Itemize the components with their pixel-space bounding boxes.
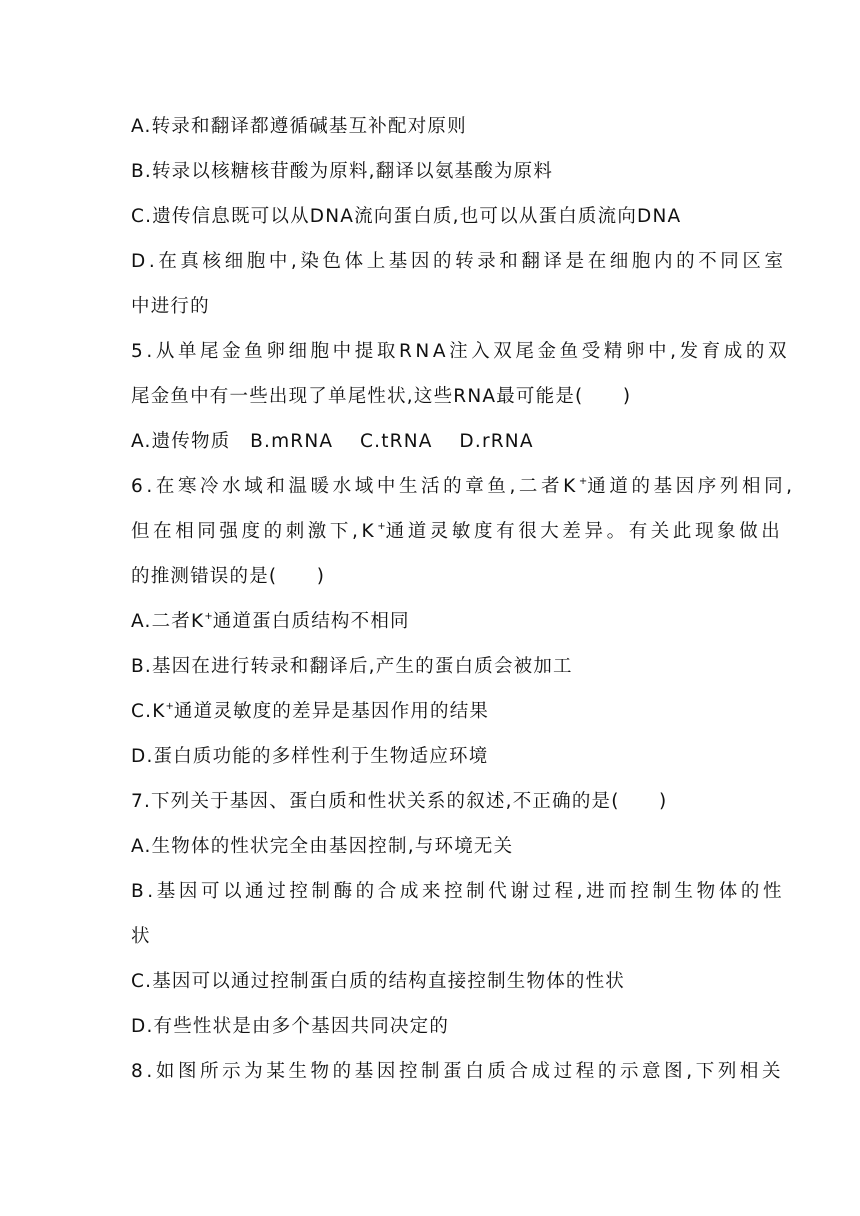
question-8-stem: 8.如图所示为某生物的基因控制蛋白质合成过程的示意图,下列相关 (131, 1061, 785, 1082)
question-6-line2-part2: 通道灵敏度有很大差异。有关此现象做出 (385, 521, 784, 542)
option-6a-part2: 通道蛋白质结构不相同 (212, 611, 410, 632)
option-7b-continued: 状 (131, 926, 151, 947)
option-7c: C.基因可以通过控制蛋白质的结构直接控制生物体的性状 (131, 971, 626, 992)
question-6-stem (131, 474, 796, 500)
option-6c-part2: 通道灵敏度的差异是基因作用的结果 (173, 701, 490, 722)
question-7-stem: 7.下列关于基因、蛋白质和性状关系的叙述,不正确的是( ) (131, 791, 668, 812)
question-6-stem-part2: 通道的基因序列相同, (587, 476, 796, 497)
option-6c-part1: C.K (131, 701, 166, 722)
option-4b: B.转录以核糖核苷酸为原料,翻译以氨基酸为原料 (131, 161, 554, 182)
option-4a: A.转录和翻译都遵循碱基互补配对原则 (131, 116, 467, 137)
option-6b: B.基因在进行转录和翻译后,产生的蛋白质会被加工 (131, 656, 573, 677)
question-5-stem-continued: 尾金鱼中有一些出现了单尾性状,这些RNA最可能是( ) (131, 386, 632, 407)
option-7a: A.生物体的性状完全由基因控制,与环境无关 (131, 836, 514, 857)
superscript-plus: + (165, 701, 174, 712)
question-6-stem-part1: 6.在寒冷水域和温暖水域中生活的章鱼,二者K (131, 476, 579, 497)
option-7b: B.基因可以通过控制酶的合成来控制代谢过程,进而控制生物体的性 (131, 881, 786, 902)
option-4d: D.在真核细胞中,染色体上基因的转录和翻译是在细胞内的不同区室 (131, 251, 787, 272)
question-5-options: A.遗传物质 B.mRNA C.tRNA D.rRNA (131, 431, 534, 452)
superscript-plus: + (578, 476, 588, 487)
question-6-stem-continued (131, 519, 784, 545)
superscript-plus: + (204, 611, 213, 622)
option-6a (131, 609, 751, 635)
question-6-stem-end: 的推测错误的是( ) (131, 566, 326, 587)
question-5-stem: 5.从单尾金鱼卵细胞中提取RNA注入双尾金鱼受精卵中,发育成的双 (131, 341, 791, 362)
option-7d: D.有些性状是由多个基因共同决定的 (131, 1016, 450, 1037)
option-6a-part1: A.二者K (131, 611, 205, 632)
option-6c (131, 699, 751, 725)
question-6-line2-part1: 但在相同强度的刺激下,K (131, 521, 378, 542)
option-4c: C.遗传信息既可以从DNA流向蛋白质,也可以从蛋白质流向DNA (131, 206, 682, 227)
option-4d-continued: 中进行的 (131, 296, 210, 317)
superscript-plus: + (377, 521, 386, 532)
option-6d: D.蛋白质功能的多样性利于生物适应环境 (131, 746, 489, 767)
